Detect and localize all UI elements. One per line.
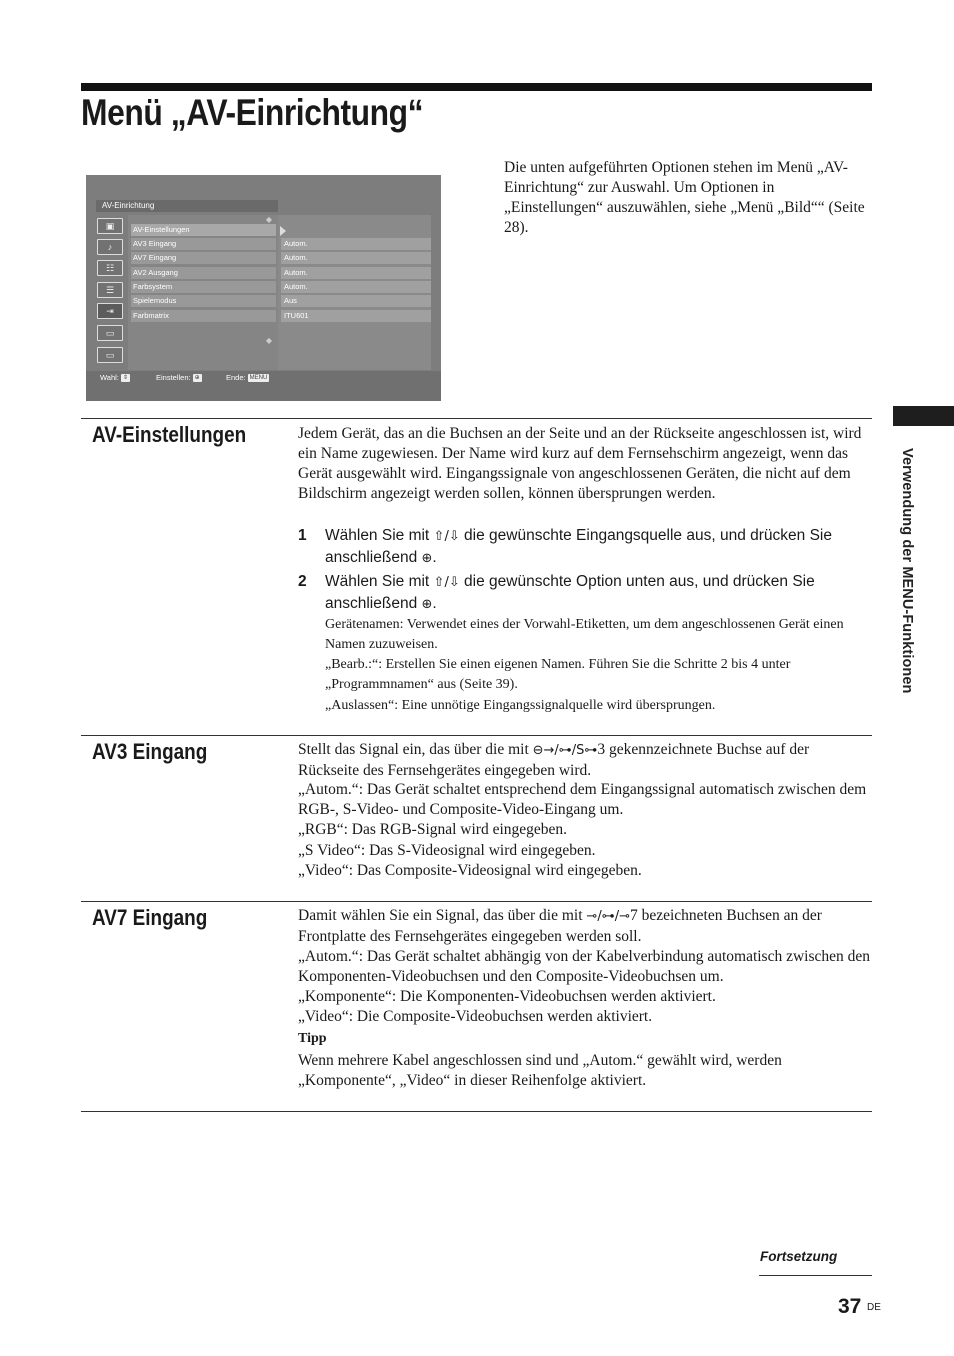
continued-label: Fortsetzung: [760, 1249, 838, 1264]
note-bearb: „Bearb.:“: Erstellen Sie einen eigenen Namen. Führen Sie die Schritte 2 bis 4 unter „Programmnamen“ aus (Seite 39).: [325, 657, 791, 692]
tv-menu-icon-column: [94, 215, 128, 365]
tv-menu-item: Spielemodus: [131, 295, 276, 307]
submenu-arrow-icon: [280, 226, 286, 236]
tip-label: Tipp: [298, 1031, 327, 1046]
enter-button-icon: ⊕: [421, 551, 433, 566]
av7-option-video: „Video“: Die Composite-Videobuchsen werden aktiviert.: [298, 1008, 653, 1025]
footer-end: Ende: MENU: [226, 373, 268, 382]
continued-rule: [759, 1275, 872, 1276]
picture-icon: ▣: [97, 218, 123, 234]
av-input-jack-icon: ⊖→/⊶/S⊶: [532, 743, 598, 758]
av3-body: Stellt das Signal ein, das über die mit ⊖→/⊶/S⊶3 gekennzeichnete Buchse auf der Rückseite des Fernsehgerätes eingegeben wird.: [298, 741, 810, 779]
pc-settings-icon: ▭: [97, 347, 123, 363]
scroll-down-icon: ◆: [265, 336, 273, 345]
av7-option-autom: „Autom.“: Das Gerät schaltet abhängig von der Kabelverbindung automatisch zwischen den Komponenten-Videobuchsen und den Composite-Videobuchsen um.: [298, 948, 871, 985]
heading-av7-eingang: AV7 Eingang: [92, 905, 208, 930]
section-divider: [81, 418, 872, 419]
pc-icon: ▭: [97, 325, 123, 341]
tv-menu-value: ITU601: [281, 310, 431, 322]
page-title: Menü „AV-Einrichtung“: [81, 92, 424, 133]
av7-option-komponente: „Komponente“: Die Komponenten-Videobuchsen werden aktiviert.: [298, 988, 716, 1005]
tv-menu-value: Autom.: [281, 281, 431, 293]
section-divider: [81, 735, 872, 736]
front-input-jack-icon: ⊸/⊶/⊸: [586, 909, 630, 924]
screen-icon: ☷: [97, 260, 123, 276]
tv-menu-value: Autom.: [281, 252, 431, 264]
side-tab-label: Verwendung der MENU-Funktionen: [899, 448, 915, 694]
section-divider: [81, 1111, 872, 1112]
av-einstellungen-body: Jedem Gerät, das an die Buchsen an der Seite und an der Rückseite angeschlossen ist, wird ein Name zugewiesen. Der Name wird kurz auf dem Fernsehschirm angezeigt, wenn das Gerät ausgewählt wird. Eingangssignale von angeschlossenen Geräten, die nicht auf dem Bildschirm angezeigt werden sollen, können übersprungen werden.: [298, 425, 862, 502]
setup-icon: ☰: [97, 282, 123, 298]
av7-body: Damit wählen Sie ein Signal, das über die mit ⊸/⊶/⊸7 bezeichneten Buchsen an der Frontplatte des Fernsehgerätes eingegeben werden soll.: [298, 907, 822, 945]
tv-menu-screenshot: [86, 175, 441, 401]
up-down-arrow-icon: ⇧/⇩: [433, 575, 460, 590]
step-text: Wählen Sie mit ⇧/⇩ die gewünschte Option unten aus, und drücken Sie anschließend ⊕.: [325, 571, 870, 615]
note-auslassen: „Auslassen“: Eine unnötige Eingangssignalquelle wird übersprungen.: [325, 698, 716, 713]
note-geraetenamen: Gerätenamen: Verwendet eines der Vorwahl-Etiketten, um dem angeschlossenen Gerät einen Namen zuzuweisen.: [325, 617, 844, 652]
heading-av3-eingang: AV3 Eingang: [92, 739, 208, 764]
heading-av-einstellungen: AV-Einstellungen: [92, 422, 247, 447]
enter-key-icon: ⊕: [194, 375, 200, 382]
tv-menu-item: AV2 Ausgang: [131, 267, 276, 279]
av3-option-video: „Video“: Das Composite-Videosignal wird eingegeben.: [298, 862, 642, 879]
av-input-icon: ⇥: [97, 303, 123, 319]
step-number: 2: [298, 573, 307, 590]
tv-menu-value: Autom.: [281, 267, 431, 279]
page-number: 37: [838, 1295, 862, 1318]
tv-menu-footer: [86, 371, 441, 401]
tv-menu-title: AV-Einrichtung: [96, 200, 278, 212]
footer-set: Einstellen: ⊕: [156, 373, 200, 382]
step-text: Wählen Sie mit ⇧/⇩ die gewünschte Eingangsquelle aus, und drücken Sie anschließend ⊕.: [325, 525, 870, 569]
tv-menu-item: AV3 Eingang: [131, 238, 276, 250]
av3-option-rgb: „RGB“: Das RGB-Signal wird eingegeben.: [298, 821, 568, 838]
intro-text: Die unten aufgeführten Optionen stehen im Menü „AV-Einrichtung“ zur Auswahl. Um Optionen in „Einstellungen“ auszuwählen, siehe „Menü „Bild““ (Seite 28).: [504, 159, 865, 236]
tv-menu-value: Aus: [281, 295, 431, 307]
tv-menu-value: Autom.: [281, 238, 431, 250]
scroll-up-icon: ◆: [265, 215, 273, 224]
up-down-key-icon: ⇕: [122, 375, 128, 382]
av3-option-autom: „Autom.“: Das Gerät schaltet entsprechend dem Eingangssignal automatisch zwischen dem RGB-, S-Video- und Composite-Video-Eingang um.: [298, 781, 867, 818]
section-divider: [81, 901, 872, 902]
tv-menu-item: AV7 Eingang: [131, 252, 276, 264]
title-rule: [81, 83, 872, 91]
side-tab-marker: [893, 406, 954, 426]
up-down-arrow-icon: ⇧/⇩: [433, 529, 460, 544]
sound-icon: ♪: [97, 239, 123, 255]
tip-text: Wenn mehrere Kabel angeschlossen sind und „Autom.“ gewählt wird, werden „Komponente“, „Video“ in dieser Reihenfolge aktiviert.: [298, 1052, 782, 1089]
step-number: 1: [298, 527, 307, 544]
menu-key: MENU: [249, 375, 268, 382]
footer-select: Wahl: ⇕: [100, 373, 128, 382]
av3-option-svideo: „S Video“: Das S-Videosignal wird eingegeben.: [298, 842, 596, 859]
tv-menu-item: Farbsystem: [131, 281, 276, 293]
tv-menu-item: Farbmatrix: [131, 310, 276, 322]
page-language: DE: [867, 1302, 881, 1313]
tv-menu-item: AV-Einstellungen: [131, 224, 276, 236]
enter-button-icon: ⊕: [421, 597, 433, 612]
